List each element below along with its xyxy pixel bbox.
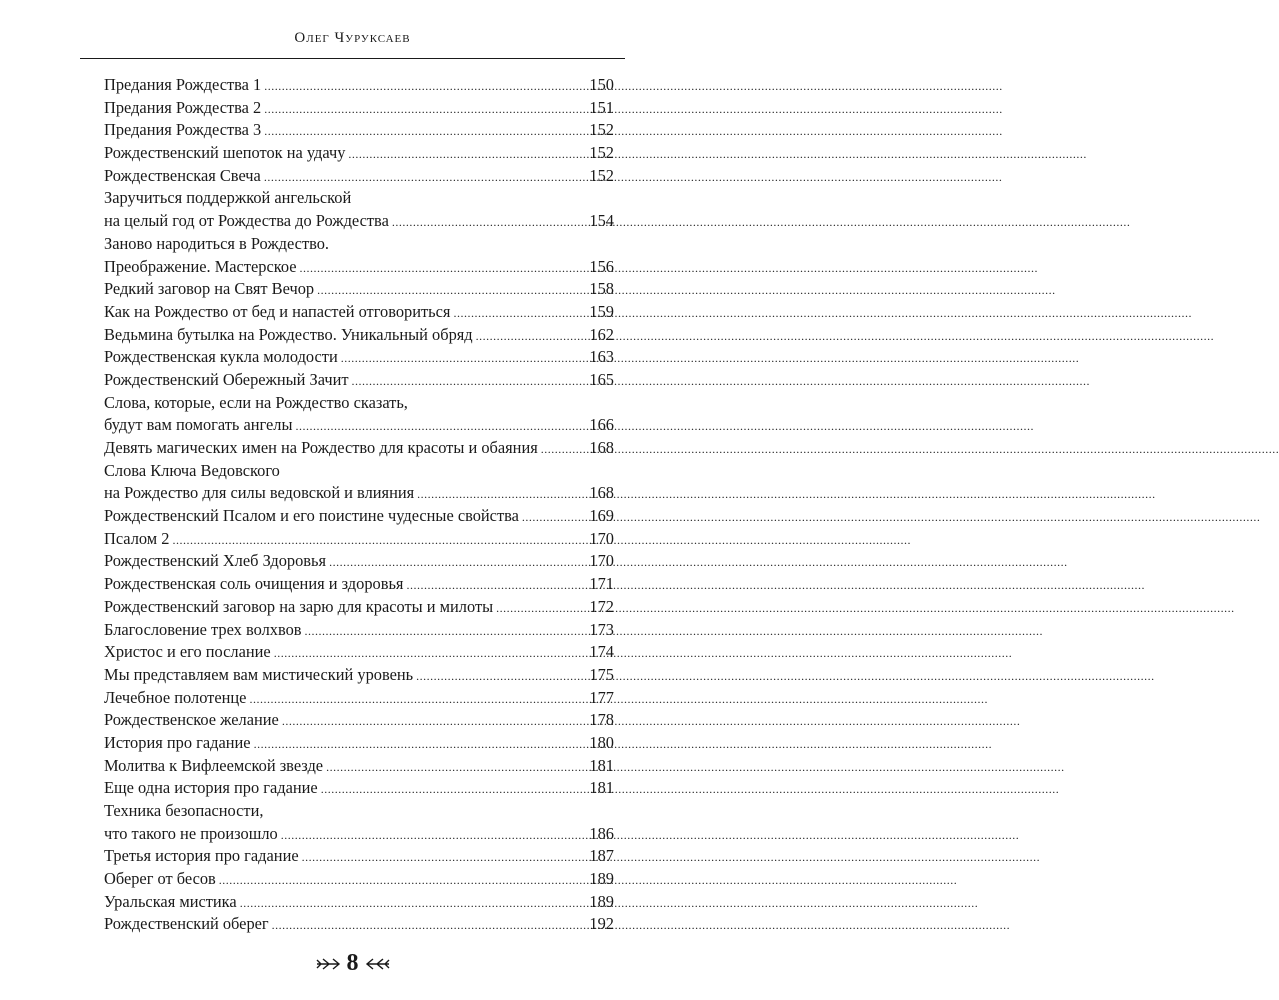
toc-entry-title: Редкий заговор на Свят Вечор — [104, 279, 315, 299]
dot-leader — [522, 505, 586, 529]
toc-entry-title: Техника безопасности, — [104, 801, 264, 820]
toc-entry-page: 181 — [589, 778, 614, 798]
toc-entry — [104, 687, 614, 710]
toc-entry-page: 168 — [589, 483, 614, 503]
toc-entry-page: 173 — [589, 619, 614, 639]
toc-entry-title: История про гадание — [104, 732, 251, 752]
toc-entry — [104, 482, 614, 505]
dot-leader — [300, 256, 587, 280]
toc-entry-page: 165 — [589, 369, 614, 389]
toc-entry — [104, 709, 614, 732]
toc-entry — [104, 210, 614, 233]
toc-entry-title: Слова Ключа Ведовского — [104, 460, 280, 480]
toc-entry — [104, 732, 614, 755]
toc-entry-title: на Рождество для силы ведовской и влияния — [104, 483, 415, 503]
toc-entry — [104, 233, 614, 256]
toc-entry-title: Заручиться поддержкой ангельской — [104, 188, 352, 208]
dot-leader — [264, 165, 587, 189]
toc-entry-page: 189 — [589, 891, 614, 911]
toc-entry — [104, 891, 614, 914]
toc-entry-title: Девять магических имен на Рождество для красоты и обаяния — [104, 438, 538, 457]
table-of-contents — [104, 74, 614, 936]
toc-entry-title: Как на Рождество от бед и напастей отговориться — [104, 301, 451, 321]
toc-entry-page: 186 — [589, 823, 614, 843]
toc-entry — [104, 868, 614, 891]
toc-entry — [104, 187, 614, 210]
toc-entry — [104, 664, 614, 687]
toc-entry — [104, 845, 614, 868]
dot-leader — [453, 301, 586, 325]
dot-leader — [264, 97, 586, 121]
toc-entry-page: 170 — [589, 528, 614, 548]
toc-entry — [104, 256, 614, 279]
dot-leader — [476, 324, 587, 348]
dot-leader — [264, 119, 586, 143]
toc-entry — [104, 913, 614, 936]
dot-leader — [341, 346, 587, 370]
right-ornament-icon — [365, 956, 391, 972]
dot-leader — [282, 709, 587, 733]
toc-entry-title: Мы представляем вам мистический уровень — [104, 664, 414, 684]
dot-leader — [296, 414, 587, 438]
toc-entry-title: Еще одна история про гадание — [104, 778, 318, 798]
toc-entry-page: 163 — [589, 347, 614, 367]
toc-entry-page: 172 — [589, 596, 614, 616]
toc-entry — [104, 528, 614, 551]
toc-entry-title: Преображение. Мастерское — [104, 256, 297, 276]
toc-entry-title: Предания Рождества 2 — [104, 97, 262, 117]
dot-leader — [416, 664, 586, 688]
toc-entry-title: Слова, которые, если на Рождество сказать, — [104, 392, 408, 412]
toc-entry — [104, 165, 614, 188]
toc-entry — [104, 392, 614, 415]
toc-entry-page: 159 — [589, 301, 614, 321]
toc-entry-page: 178 — [589, 710, 614, 730]
dot-leader — [305, 619, 587, 643]
toc-entry-page: 150 — [589, 75, 614, 94]
toc-entry-title: Рождественская Свеча — [104, 165, 261, 185]
dot-leader — [272, 913, 587, 937]
dot-leader — [254, 732, 587, 756]
toc-entry — [104, 369, 614, 392]
dot-leader — [264, 74, 586, 98]
toc-entry — [104, 460, 614, 483]
toc-entry-title: будут вам помогать ангелы — [104, 415, 293, 435]
toc-entry — [104, 596, 614, 619]
toc-entry-title: на целый год от Рождества до Рождества — [104, 211, 389, 231]
toc-entry-title: Третья история про гадание — [104, 846, 299, 866]
header-rule — [80, 58, 625, 59]
toc-entry-title: Благословение трех волхвов — [104, 619, 302, 639]
dot-leader — [321, 777, 587, 801]
dot-leader — [392, 210, 587, 234]
dot-leader — [406, 573, 586, 597]
toc-entry-title: Предания Рождества 3 — [104, 120, 262, 140]
toc-entry-page: 152 — [589, 120, 614, 140]
toc-entry-title: Рождественский Обережный Зачит — [104, 369, 349, 389]
dot-leader — [326, 755, 586, 779]
toc-entry-title: Ведьмина бутылка на Рождество. Уникальный обряд — [104, 324, 473, 344]
toc-entry-title: Лечебное полотенце — [104, 687, 247, 707]
toc-entry — [104, 619, 614, 642]
dot-leader — [352, 369, 587, 393]
toc-entry-page: 181 — [589, 755, 614, 775]
toc-entry-page: 162 — [589, 324, 614, 344]
toc-entry — [104, 505, 614, 528]
toc-entry-page: 151 — [589, 97, 614, 117]
dot-leader — [240, 891, 587, 915]
toc-entry-title: Рождественский Псалом и его поистине чудесные свойства — [104, 506, 519, 526]
dot-leader — [281, 823, 587, 847]
toc-entry-page: 152 — [589, 143, 614, 163]
toc-entry — [104, 346, 614, 369]
toc-entry-page: 175 — [589, 664, 614, 684]
toc-entry-page: 170 — [589, 551, 614, 571]
toc-entry — [104, 97, 614, 120]
toc-entry-title: Рождественский Хлеб Здоровья — [104, 551, 327, 571]
dot-leader — [417, 482, 586, 506]
toc-entry-page: 158 — [589, 279, 614, 299]
dot-leader — [274, 641, 587, 665]
toc-entry-title: Рождественский оберег — [104, 914, 269, 934]
toc-entry-page: 180 — [589, 732, 614, 752]
toc-entry-page: 192 — [589, 914, 614, 934]
toc-entry — [104, 301, 614, 324]
page-number: 8 — [346, 950, 359, 976]
toc-entry-title: Рождественская кукла молодости — [104, 347, 338, 367]
toc-entry — [104, 74, 614, 97]
toc-entry-page: 154 — [589, 211, 614, 231]
toc-entry — [104, 324, 614, 347]
toc-entry-page: 189 — [589, 869, 614, 889]
toc-entry — [104, 550, 614, 573]
toc-entry-title: Рождественское желание — [104, 710, 279, 730]
toc-entry — [104, 800, 614, 823]
toc-entry — [104, 142, 614, 165]
toc-entry-title: Молитва к Вифлеемской звезде — [104, 755, 324, 775]
toc-entry — [104, 573, 614, 596]
toc-entry-title: Предания Рождества 1 — [104, 75, 262, 94]
running-head-title: Олег Чуруксаев — [294, 30, 411, 46]
dot-leader — [172, 528, 586, 552]
toc-entry-title: Оберег от бесов — [104, 869, 216, 889]
toc-entry-page: 166 — [589, 415, 614, 435]
toc-entry — [104, 641, 614, 664]
toc-entry — [104, 823, 614, 846]
toc-entry-page: 152 — [589, 165, 614, 185]
left-ornament-icon — [315, 956, 341, 972]
dot-leader — [317, 278, 586, 302]
toc-entry-page: 168 — [589, 438, 614, 457]
dot-leader — [496, 596, 586, 620]
dot-leader — [219, 868, 587, 892]
dot-leader — [302, 845, 587, 869]
toc-entry-title: Рождественский шепоток на удачу — [104, 143, 346, 163]
toc-entry — [104, 437, 614, 460]
dot-leader — [541, 437, 587, 461]
toc-entry — [104, 278, 614, 301]
toc-entry-title: Рождественский заговор на зарю для красоты и милоты — [104, 596, 494, 616]
toc-entry-page: 171 — [589, 574, 614, 594]
toc-entry — [104, 777, 614, 800]
toc-entry — [104, 755, 614, 778]
dot-leader — [249, 687, 586, 711]
toc-entry-title: Уральская мистика — [104, 891, 237, 911]
toc-entry-title: Христос и его послание — [104, 642, 271, 662]
toc-entry-page: 169 — [589, 506, 614, 526]
toc-entry — [104, 119, 614, 142]
toc-entry-title: Псалом 2 — [104, 528, 170, 548]
dot-leader — [329, 550, 586, 574]
dot-leader — [348, 142, 586, 166]
toc-entry-title: Рождественская соль очищения и здоровья — [104, 574, 404, 594]
toc-entry — [104, 414, 614, 437]
toc-entry-page: 187 — [589, 846, 614, 866]
page-folio — [0, 950, 705, 977]
toc-entry-page: 174 — [589, 642, 614, 662]
toc-entry-page: 177 — [589, 687, 614, 707]
toc-entry-page: 156 — [589, 256, 614, 276]
toc-entry-title: что такого не произошло — [104, 823, 278, 843]
toc-entry-title: Заново народиться в Рождество. — [104, 233, 330, 253]
